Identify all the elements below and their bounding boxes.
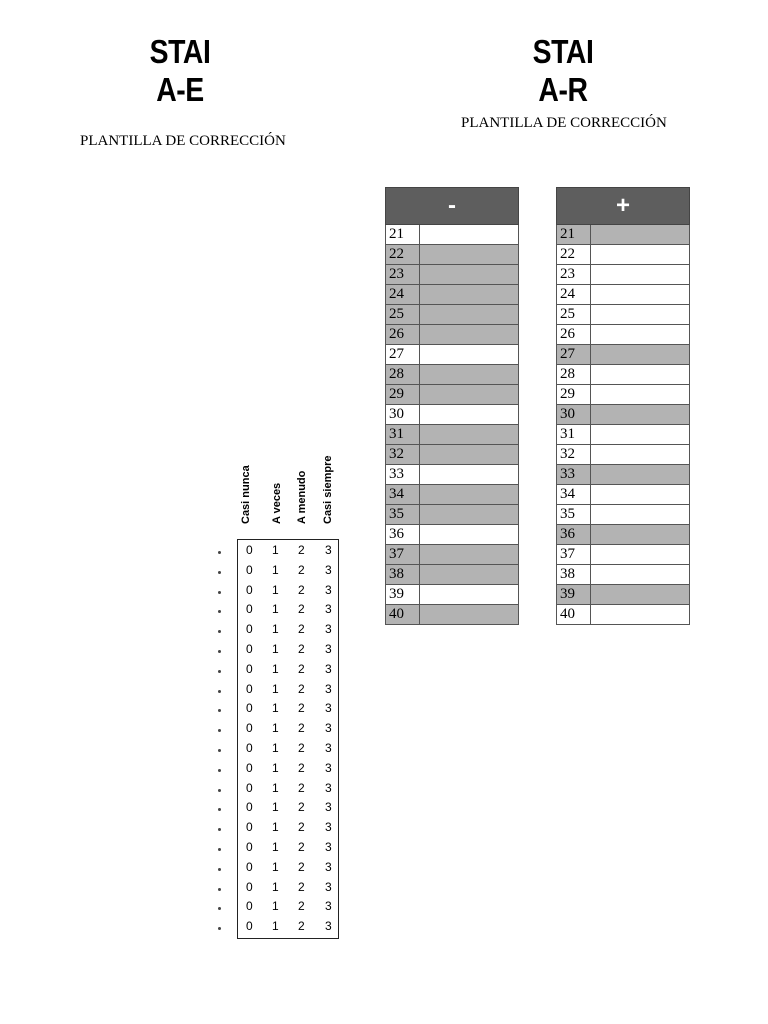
plus-score-cell [591, 605, 690, 625]
plus-item-number: 38 [557, 565, 591, 585]
minus-row-37 [386, 545, 519, 565]
plus-row-29 [557, 385, 690, 405]
response-value: 3 [325, 840, 332, 854]
response-value: 1 [272, 661, 279, 676]
item-marker-dot [218, 888, 221, 891]
response-value: 0 [246, 741, 253, 755]
response-value: 1 [272, 622, 279, 637]
minus-score-cell [420, 565, 519, 585]
response-value: 0 [246, 780, 253, 795]
response-value: 0 [246, 760, 253, 775]
item-marker-dot [218, 927, 221, 930]
minus-item-number: 36 [386, 525, 420, 545]
minus-item-number: 29 [386, 385, 420, 405]
response-value: 1 [272, 741, 279, 755]
response-value: 3 [325, 919, 332, 934]
plus-score-cell [591, 425, 690, 445]
plus-row-25 [557, 305, 690, 325]
plus-score-cell [591, 465, 690, 485]
plus-correction-table [556, 187, 690, 625]
response-value: 2 [298, 602, 305, 617]
response-value: 1 [272, 701, 279, 716]
minus-item-number: 39 [386, 585, 420, 605]
minus-score-cell [420, 325, 519, 345]
minus-score-cell [420, 285, 519, 305]
response-row [238, 659, 338, 679]
minus-score-cell [420, 385, 519, 405]
response-value: 3 [325, 741, 332, 755]
plus-item-number: 31 [557, 425, 591, 445]
minus-item-number: 37 [386, 545, 420, 565]
response-value: 3 [325, 820, 332, 835]
response-value: 3 [325, 879, 332, 894]
item-marker-dot [218, 907, 221, 910]
minus-row-33 [386, 465, 519, 485]
response-row [238, 797, 338, 817]
response-value: 3 [325, 780, 332, 795]
minus-row-35 [386, 505, 519, 525]
plus-row-33 [557, 465, 690, 485]
response-value: 3 [325, 760, 332, 775]
response-row [238, 540, 338, 560]
response-value: 2 [298, 661, 305, 676]
minus-score-cell [420, 265, 519, 285]
response-row [238, 817, 338, 837]
response-value: 2 [298, 840, 305, 854]
plus-score-cell [591, 345, 690, 365]
plus-item-number: 32 [557, 445, 591, 465]
minus-score-cell [420, 505, 519, 525]
plus-item-number: 39 [557, 585, 591, 605]
plus-item-number: 36 [557, 525, 591, 545]
minus-score-cell [420, 445, 519, 465]
plus-item-number: 30 [557, 405, 591, 425]
plus-item-number: 25 [557, 305, 591, 325]
item-marker-dot [218, 650, 221, 653]
response-value: 2 [298, 780, 305, 795]
plus-row-23 [557, 265, 690, 285]
column-header-a-veces: A veces [271, 482, 283, 524]
response-value: 0 [246, 543, 253, 557]
minus-item-number: 34 [386, 485, 420, 505]
response-row [238, 916, 338, 936]
plus-score-cell [591, 525, 690, 545]
response-row [238, 857, 338, 877]
minus-row-30 [386, 405, 519, 425]
response-row [238, 560, 338, 580]
response-value: 3 [325, 721, 332, 736]
minus-correction-table [385, 187, 519, 625]
minus-item-number: 38 [386, 565, 420, 585]
minus-item-number: 27 [386, 345, 420, 365]
minus-item-number: 21 [386, 225, 420, 245]
minus-score-cell [420, 405, 519, 425]
plus-row-31 [557, 425, 690, 445]
item-marker-dot [218, 808, 221, 811]
item-marker-dot [218, 670, 221, 673]
plus-row-39 [557, 585, 690, 605]
plus-item-number: 21 [557, 225, 591, 245]
item-marker-dot [218, 789, 221, 792]
stai-ae-subtitle: PLANTILLA DE CORRECCIÓN [80, 133, 286, 149]
response-row [238, 778, 338, 798]
response-value: 3 [325, 602, 332, 617]
stai-ae-title-line1: STAI [149, 33, 211, 70]
plus-item-number: 35 [557, 505, 591, 525]
response-value: 2 [298, 919, 305, 934]
response-value: 1 [272, 602, 279, 617]
response-value: 2 [298, 543, 305, 557]
minus-item-number: 26 [386, 325, 420, 345]
plus-item-number: 37 [557, 545, 591, 565]
response-value: 3 [325, 859, 332, 874]
item-marker-dot [218, 828, 221, 831]
response-value: 1 [272, 760, 279, 775]
plus-item-number: 40 [557, 605, 591, 625]
plus-row-34 [557, 485, 690, 505]
minus-item-number: 22 [386, 245, 420, 265]
response-value: 1 [272, 859, 279, 874]
response-row [238, 599, 338, 619]
minus-score-cell [420, 605, 519, 625]
minus-item-number: 24 [386, 285, 420, 305]
response-value: 1 [272, 879, 279, 894]
plus-score-cell [591, 505, 690, 525]
plus-score-cell [591, 365, 690, 385]
plus-item-number: 28 [557, 365, 591, 385]
stai-ar-title [511, 33, 614, 109]
response-value: 2 [298, 760, 305, 775]
minus-item-number: 40 [386, 605, 420, 625]
plus-score-cell [591, 265, 690, 285]
item-marker-dot [218, 610, 221, 613]
plus-score-cell [591, 285, 690, 305]
minus-row-24 [386, 285, 519, 305]
minus-row-38 [386, 565, 519, 585]
plus-row-32 [557, 445, 690, 465]
plus-row-36 [557, 525, 690, 545]
response-value: 0 [246, 919, 253, 934]
response-value: 1 [272, 800, 279, 815]
response-value: 0 [246, 701, 253, 716]
plus-score-cell [591, 305, 690, 325]
plus-item-number: 22 [557, 245, 591, 265]
minus-row-22 [386, 245, 519, 265]
response-row [238, 877, 338, 897]
response-value: 0 [246, 642, 253, 656]
plus-score-cell [591, 245, 690, 265]
minus-row-34 [386, 485, 519, 505]
column-header-casi-siempre: Casi siempre [322, 455, 334, 524]
response-value: 1 [272, 721, 279, 736]
response-value: 2 [298, 721, 305, 736]
response-value: 3 [325, 681, 332, 696]
plus-score-cell [591, 545, 690, 565]
plus-row-26 [557, 325, 690, 345]
plus-table-header: + [557, 188, 690, 225]
response-value: 2 [298, 899, 305, 914]
response-row [238, 837, 338, 857]
item-marker-dot [218, 690, 221, 693]
minus-score-cell [420, 305, 519, 325]
response-row [238, 896, 338, 916]
response-value: 0 [246, 681, 253, 696]
item-marker-dot [218, 709, 221, 712]
response-value: 3 [325, 622, 332, 637]
plus-score-cell [591, 485, 690, 505]
response-value: 0 [246, 820, 253, 835]
stai-ae-title [128, 33, 231, 109]
minus-score-cell [420, 465, 519, 485]
item-marker-dot [218, 848, 221, 851]
response-row [238, 758, 338, 778]
response-value: 3 [325, 899, 332, 914]
minus-item-number: 30 [386, 405, 420, 425]
minus-row-25 [386, 305, 519, 325]
response-row [238, 619, 338, 639]
plus-item-number: 26 [557, 325, 591, 345]
plus-item-number: 27 [557, 345, 591, 365]
plus-row-35 [557, 505, 690, 525]
response-value: 2 [298, 859, 305, 874]
response-value: 1 [272, 899, 279, 914]
column-header-a-menudo: A menudo [296, 470, 308, 524]
response-value: 1 [272, 543, 279, 557]
item-marker-dot [218, 551, 221, 554]
response-value: 1 [272, 780, 279, 795]
response-grid [237, 539, 339, 939]
minus-row-23 [386, 265, 519, 285]
minus-item-number: 23 [386, 265, 420, 285]
minus-item-number: 28 [386, 365, 420, 385]
plus-score-cell [591, 565, 690, 585]
response-row [238, 580, 338, 600]
minus-row-36 [386, 525, 519, 545]
minus-score-cell [420, 585, 519, 605]
minus-row-28 [386, 365, 519, 385]
response-value: 0 [246, 879, 253, 894]
minus-score-cell [420, 545, 519, 565]
response-value: 1 [272, 840, 279, 854]
response-value: 1 [272, 681, 279, 696]
plus-score-cell [591, 325, 690, 345]
response-value: 3 [325, 661, 332, 676]
response-value: 2 [298, 642, 305, 656]
plus-row-37 [557, 545, 690, 565]
response-value: 0 [246, 582, 253, 597]
plus-row-40 [557, 605, 690, 625]
response-value: 0 [246, 899, 253, 914]
response-value: 0 [246, 859, 253, 874]
response-value: 0 [246, 840, 253, 854]
minus-row-40 [386, 605, 519, 625]
response-row [238, 679, 338, 699]
plus-item-number: 29 [557, 385, 591, 405]
plus-row-22 [557, 245, 690, 265]
minus-row-27 [386, 345, 519, 365]
response-value: 0 [246, 562, 253, 577]
stai-ar-title-line1: STAI [532, 33, 594, 70]
response-value: 2 [298, 701, 305, 716]
response-value: 1 [272, 919, 279, 934]
response-value: 0 [246, 602, 253, 617]
response-value: 2 [298, 681, 305, 696]
response-value: 2 [298, 820, 305, 835]
minus-score-cell [420, 225, 519, 245]
response-row [238, 698, 338, 718]
response-value: 1 [272, 642, 279, 656]
minus-item-number: 31 [386, 425, 420, 445]
item-marker-dot [218, 571, 221, 574]
plus-row-30 [557, 405, 690, 425]
plus-score-cell [591, 225, 690, 245]
minus-row-21 [386, 225, 519, 245]
item-marker-dot [218, 591, 221, 594]
response-value: 3 [325, 582, 332, 597]
plus-row-27 [557, 345, 690, 365]
minus-row-31 [386, 425, 519, 445]
minus-row-26 [386, 325, 519, 345]
item-marker-dot [218, 729, 221, 732]
minus-score-cell [420, 425, 519, 445]
minus-score-cell [420, 485, 519, 505]
item-marker-dot [218, 749, 221, 752]
plus-score-cell [591, 445, 690, 465]
item-marker-dot [218, 868, 221, 871]
plus-row-21 [557, 225, 690, 245]
plus-score-cell [591, 405, 690, 425]
response-value: 3 [325, 543, 332, 557]
minus-row-39 [386, 585, 519, 605]
plus-row-38 [557, 565, 690, 585]
plus-item-number: 33 [557, 465, 591, 485]
response-value: 2 [298, 741, 305, 755]
minus-item-number: 33 [386, 465, 420, 485]
response-value: 2 [298, 879, 305, 894]
plus-item-number: 34 [557, 485, 591, 505]
response-value: 0 [246, 721, 253, 736]
response-value: 1 [272, 582, 279, 597]
minus-item-number: 25 [386, 305, 420, 325]
minus-score-cell [420, 345, 519, 365]
stai-ar-subtitle: PLANTILLA DE CORRECCIÓN [461, 115, 667, 131]
minus-row-32 [386, 445, 519, 465]
response-value: 2 [298, 562, 305, 577]
plus-item-number: 23 [557, 265, 591, 285]
response-value: 3 [325, 642, 332, 656]
minus-score-cell [420, 245, 519, 265]
response-value: 0 [246, 622, 253, 637]
plus-score-cell [591, 585, 690, 605]
plus-row-28 [557, 365, 690, 385]
item-marker-dot [218, 769, 221, 772]
minus-score-cell [420, 365, 519, 385]
response-value: 3 [325, 562, 332, 577]
response-row [238, 738, 338, 758]
plus-row-24 [557, 285, 690, 305]
response-value: 3 [325, 800, 332, 815]
column-header-casi-nunca: Casi nunca [240, 465, 252, 524]
response-value: 1 [272, 562, 279, 577]
minus-table-header: - [386, 188, 519, 225]
minus-row-29 [386, 385, 519, 405]
minus-item-number: 35 [386, 505, 420, 525]
stai-ar-title-line2: A-R [538, 71, 588, 108]
minus-item-number: 32 [386, 445, 420, 465]
response-value: 0 [246, 800, 253, 815]
response-value: 3 [325, 701, 332, 716]
response-row [238, 718, 338, 738]
response-value: 2 [298, 622, 305, 637]
response-value: 0 [246, 661, 253, 676]
response-row [238, 639, 338, 659]
plus-score-cell [591, 385, 690, 405]
response-value: 2 [298, 800, 305, 815]
stai-ae-title-line2: A-E [156, 71, 204, 108]
plus-item-number: 24 [557, 285, 591, 305]
response-value: 2 [298, 582, 305, 597]
minus-score-cell [420, 525, 519, 545]
response-value: 1 [272, 820, 279, 835]
item-marker-dot [218, 630, 221, 633]
